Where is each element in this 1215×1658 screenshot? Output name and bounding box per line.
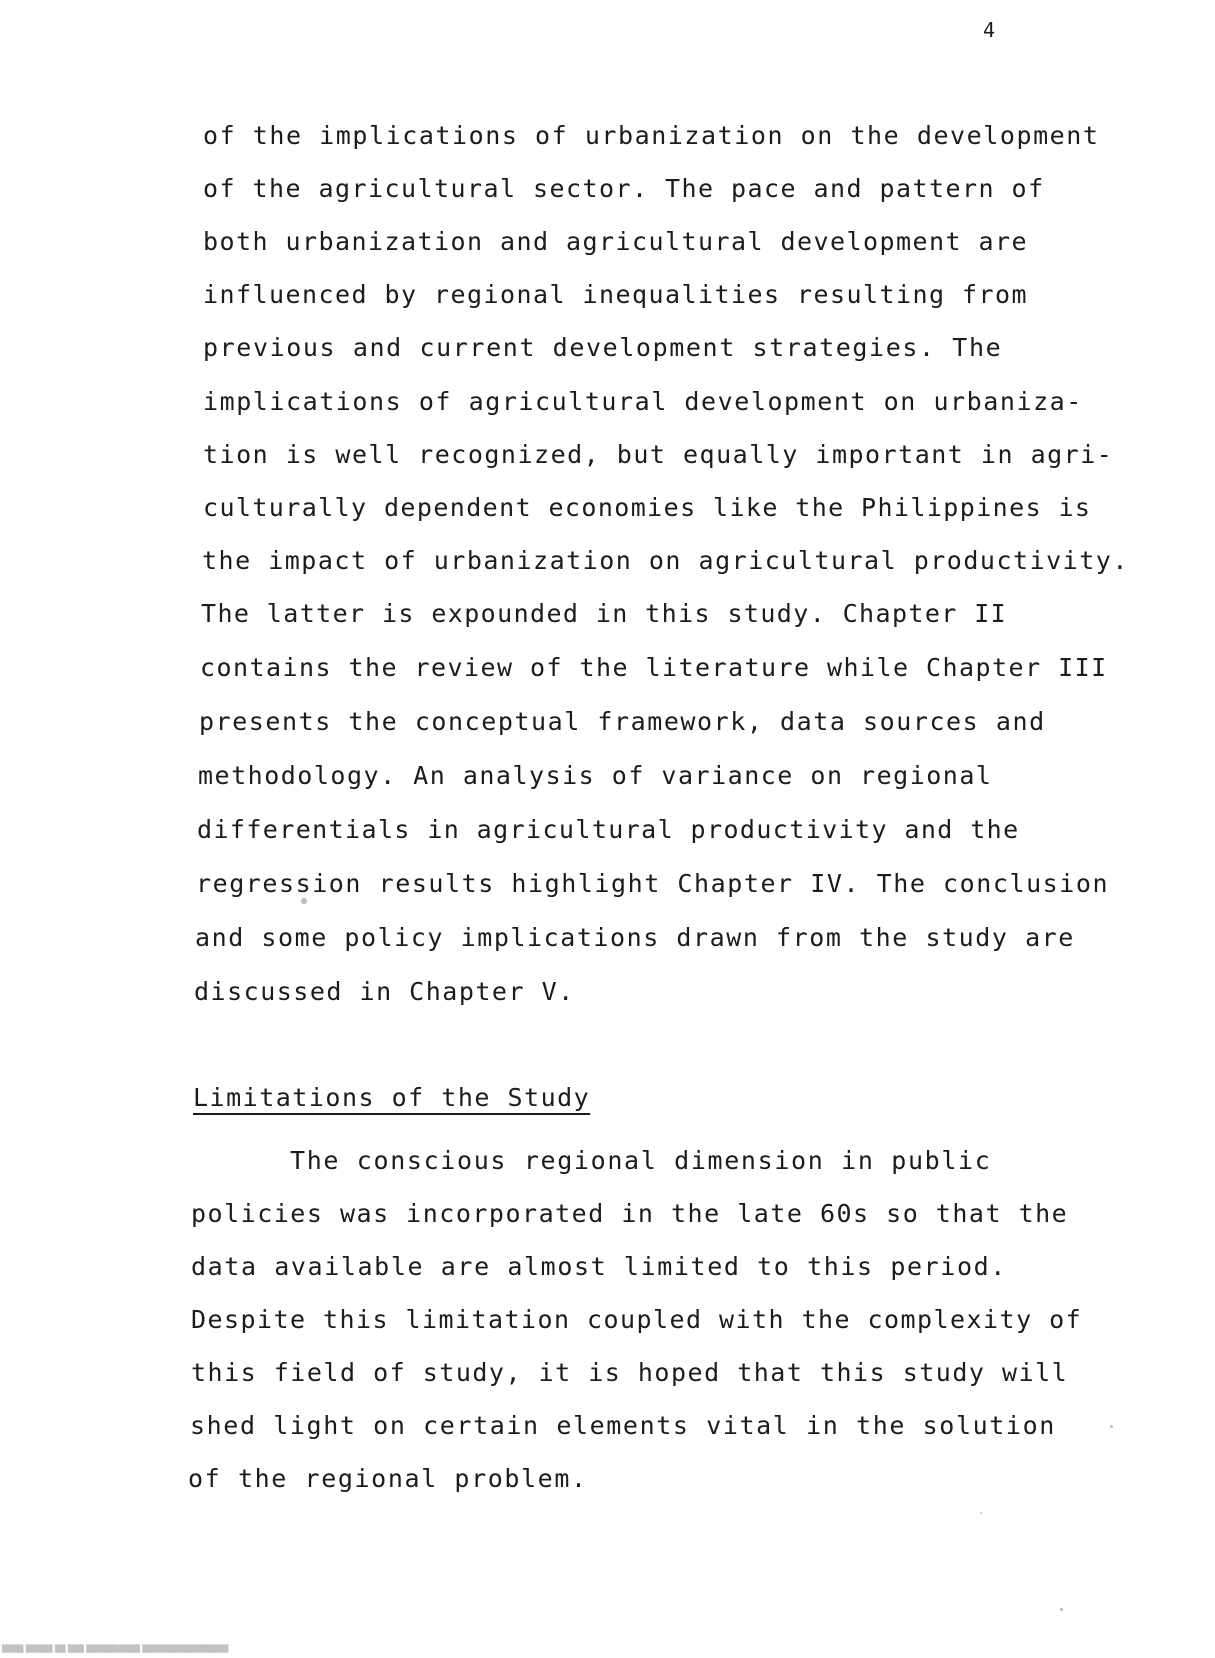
text-line: previous and current development strategies. The [203,333,1003,362]
text-line: of the regional problem. [188,1464,588,1493]
text-line: shed light on certain elements vital in the solution [190,1411,1056,1440]
scan-speck [980,1512,982,1514]
text-line: Despite this limitation coupled with the complexity of [191,1305,1083,1334]
text-line: The conscious regional dimension in public [290,1146,992,1175]
text-line: discussed in Chapter V. [194,977,575,1006]
text-line: implications of agricultural development on urbaniza- [203,387,1083,416]
text-line: of the agricultural sector. The pace and pattern of [203,174,1045,203]
text-line: presents the conceptual framework, data sources and [199,707,1046,736]
text-line: tion is well recognized, but equally important in agri- [203,440,1114,469]
text-line: this field of study, it is hoped that this study will [191,1358,1069,1387]
scan-speck [1060,1608,1063,1611]
text-line: culturally dependent economies like the Philippines is [203,493,1092,522]
text-line: and some policy implications drawn from the study are [195,923,1075,952]
text-line: The latter is expounded in this study. Chapter II [201,599,1008,628]
text-line: methodology. An analysis of variance on regional [198,761,993,790]
page-number: 4 [983,18,996,42]
scan-footer-mark: ▒▒▒▒ ▒▒▒▒▒ ▒▒ ▒▒▒ ▒▒▒▒▒▒▒▒▒▒ ▒▒▒▒▒▒▒▒▒▒▒▒▒▒▒▒ [2,1645,229,1653]
text-line: both urbanization and agricultural development are [203,227,1029,256]
text-line: differentials in agricultural productivity and the [197,815,1020,844]
text-line: the impact of urbanization on agricultural productivity. [202,546,1129,575]
scan-speck [1110,1425,1113,1428]
text-line: of the implications of urbanization on the development [203,121,1100,150]
text-line: influenced by regional inequalities resulting from [203,280,1029,309]
text-line: regression results highlight Chapter IV. The conclusion [196,869,1110,898]
section-heading: Limitations of the Study [193,1083,591,1112]
text-line: data available are almost limited to this period. [191,1252,1007,1281]
text-line: contains the review of the literature while Chapter III [200,653,1108,682]
text-line: policies was incorporated in the late 60s so that the [191,1199,1069,1228]
scan-speck [301,898,307,904]
